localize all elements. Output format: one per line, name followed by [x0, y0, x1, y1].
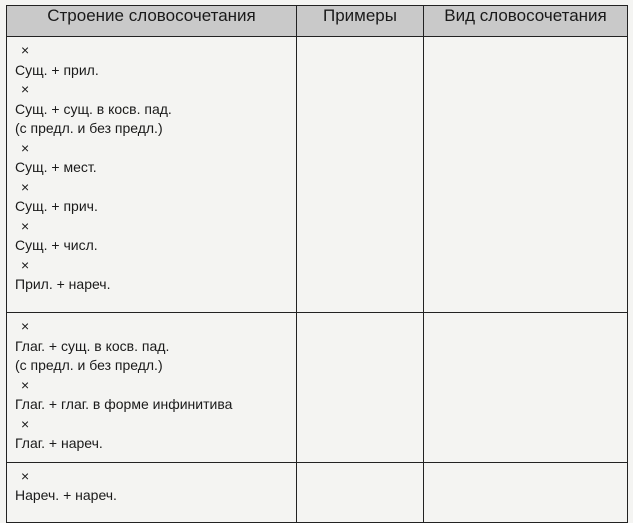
header-examples: Примеры	[297, 6, 424, 37]
structure-text: Глаг. + сущ. в косв. пад.	[15, 337, 170, 354]
cross-mark: ×	[21, 318, 30, 334]
examples-cell[interactable]	[297, 313, 424, 463]
table-row	[7, 462, 628, 522]
structure-text: Нареч. + нареч.	[15, 487, 117, 503]
structure-text: Сущ. + прич.	[15, 198, 98, 214]
structure-text: Сущ. + мест.	[15, 159, 97, 175]
cross-mark: ×	[21, 139, 30, 156]
structure-cell	[7, 37, 297, 313]
table-row	[7, 37, 628, 313]
header-structure: Строение словосочетания	[7, 6, 297, 37]
table-row	[7, 313, 628, 463]
type-cell[interactable]	[424, 37, 628, 313]
structure-text: Сущ. + прил.	[15, 61, 99, 78]
structure-cell	[7, 313, 297, 463]
cross-mark: ×	[21, 256, 30, 273]
structure-text: (с предл. и без предл.)	[15, 357, 163, 373]
header-row	[7, 6, 628, 37]
cross-mark: ×	[21, 376, 30, 393]
cross-mark: ×	[21, 42, 30, 58]
structure-text: Глаг. + нареч.	[15, 435, 103, 451]
cross-mark: ×	[21, 178, 30, 195]
cross-mark: ×	[21, 217, 30, 234]
cross-mark: ×	[21, 415, 30, 432]
type-cell[interactable]	[424, 313, 628, 463]
cross-mark: ×	[21, 81, 30, 97]
word-combination-table	[6, 5, 628, 523]
structure-text: (с предл. и без предл.)	[15, 120, 163, 136]
structure-text: Сущ. + сущ. в косв. пад.	[15, 100, 172, 117]
cross-mark: ×	[21, 467, 30, 484]
examples-cell[interactable]	[297, 462, 424, 522]
header-type: Вид словосочетания	[424, 6, 628, 37]
structure-text: Сущ. + числ.	[15, 237, 98, 253]
structure-text: Прил. + нареч.	[15, 276, 111, 292]
structure-cell	[7, 462, 297, 522]
type-cell[interactable]	[424, 462, 628, 522]
structure-text: Глаг. + глаг. в форме инфинитива	[15, 396, 233, 412]
examples-cell[interactable]	[297, 37, 424, 313]
